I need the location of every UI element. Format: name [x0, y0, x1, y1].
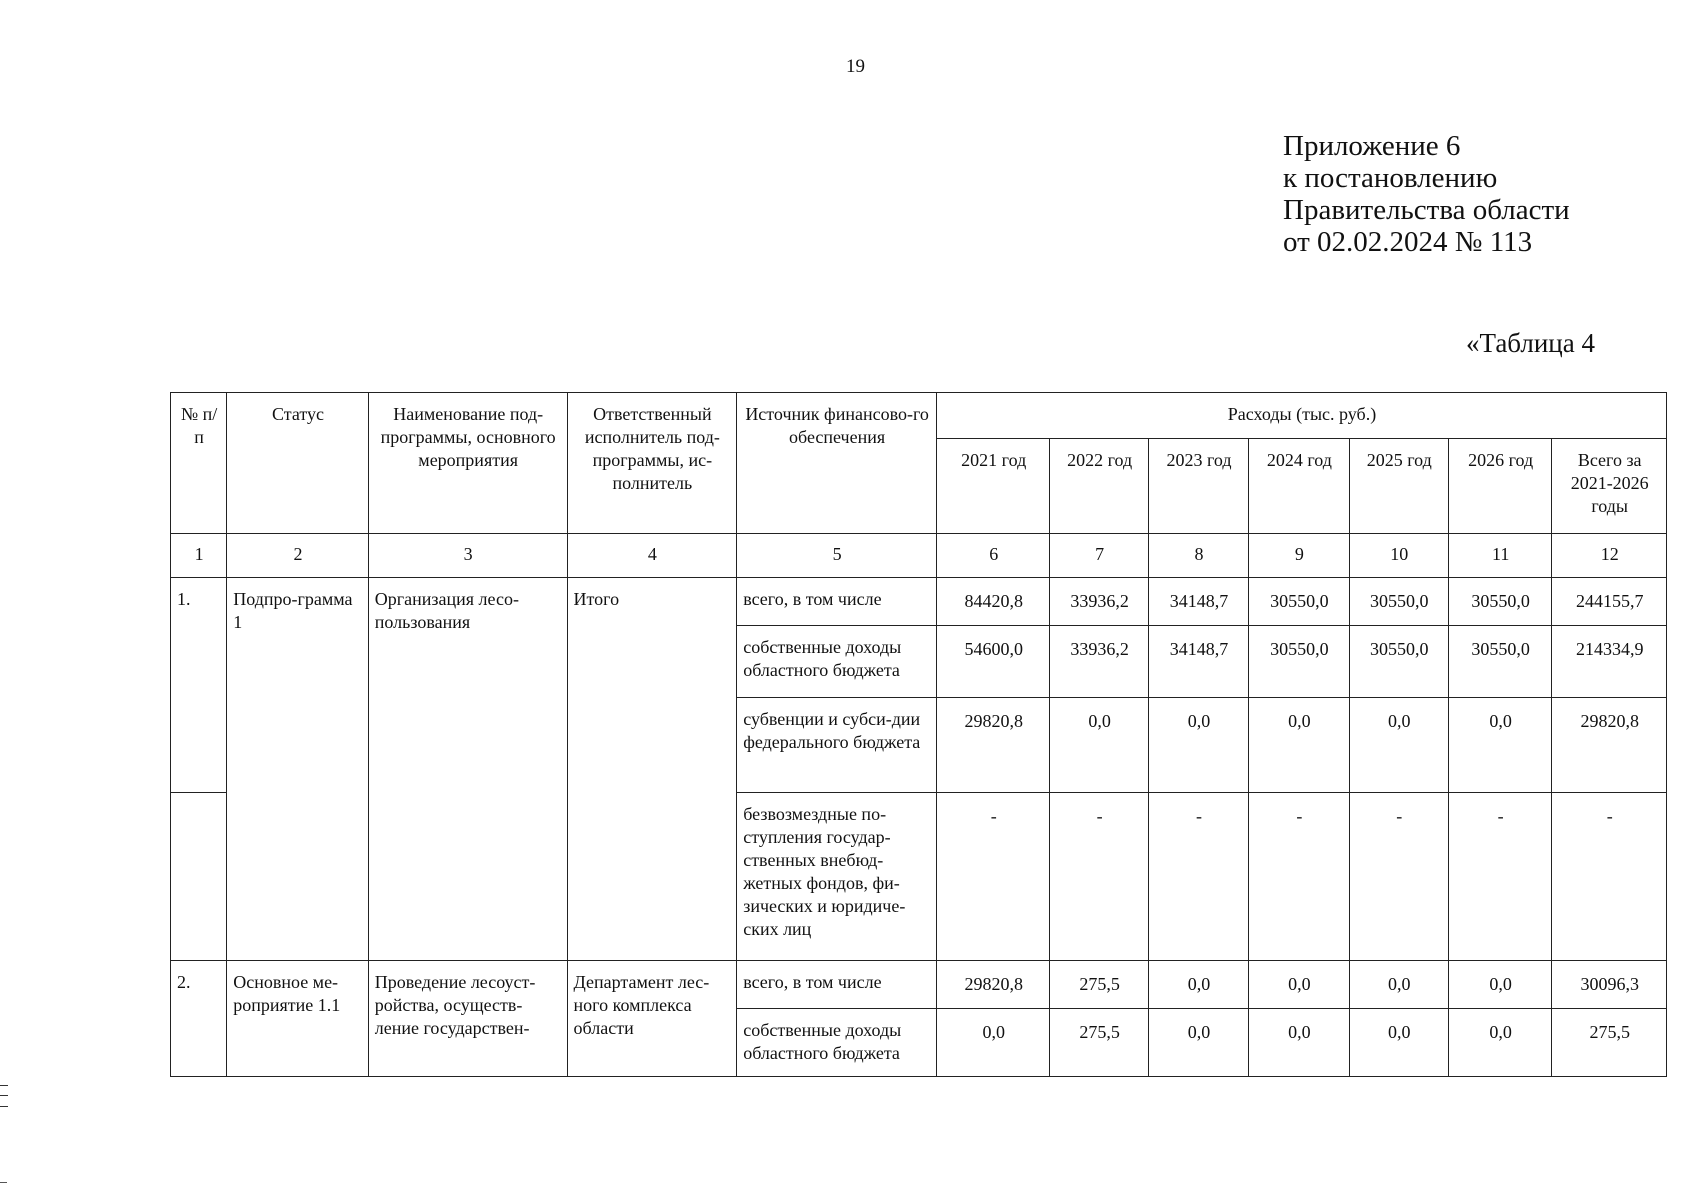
value-cell: 34148,7	[1148, 578, 1248, 626]
header-row	[171, 393, 1667, 439]
header-year: 2024 год	[1249, 439, 1349, 534]
row-source: всего, в том числе	[737, 961, 937, 1009]
row-executor: Департамент лес-ного комплекса области	[567, 961, 737, 1077]
table-row	[171, 578, 1667, 626]
value-cell: 0,0	[1349, 1009, 1448, 1077]
column-index: 11	[1448, 534, 1551, 578]
value-cell: 275,5	[1050, 961, 1148, 1009]
value-cell: 30550,0	[1448, 578, 1551, 626]
value-cell: -	[1448, 793, 1551, 961]
value-cell: 0,0	[1148, 698, 1248, 793]
column-index: 8	[1148, 534, 1248, 578]
value-cell: -	[1050, 793, 1148, 961]
appendix-header	[1283, 130, 1570, 258]
column-index: 5	[737, 534, 937, 578]
row-source: субвенции и субси-дии федерального бюджета	[737, 698, 937, 793]
scan-margin-mark	[0, 1085, 8, 1107]
value-cell: -	[1349, 793, 1448, 961]
row-number: 1.	[171, 578, 227, 793]
value-cell: 0,0	[1349, 698, 1448, 793]
appendix-line-1: Приложение 6	[1283, 130, 1461, 162]
value-cell: 30096,3	[1552, 961, 1667, 1009]
column-index: 1	[171, 534, 227, 578]
value-cell: -	[1148, 793, 1248, 961]
value-cell: 29820,8	[1552, 698, 1667, 793]
column-index: 6	[936, 534, 1049, 578]
value-cell: 30550,0	[1249, 578, 1349, 626]
value-cell: 0,0	[1448, 1009, 1551, 1077]
column-index: 3	[368, 534, 567, 578]
header-year: 2021 год	[936, 439, 1049, 534]
value-cell: 30550,0	[1249, 626, 1349, 698]
value-cell: 0,0	[1148, 961, 1248, 1009]
table-row	[171, 961, 1667, 1009]
header-year: 2026 год	[1448, 439, 1551, 534]
column-index: 10	[1349, 534, 1448, 578]
value-cell: 0,0	[936, 1009, 1049, 1077]
column-index: 9	[1249, 534, 1349, 578]
value-cell: -	[1249, 793, 1349, 961]
scan-margin-tick	[0, 1182, 7, 1183]
value-cell: 29820,8	[936, 961, 1049, 1009]
column-index: 4	[567, 534, 737, 578]
value-cell: 0,0	[1050, 698, 1148, 793]
value-cell: 275,5	[1050, 1009, 1148, 1077]
value-cell: 0,0	[1148, 1009, 1248, 1077]
appendix-line-2: к постановлению	[1283, 162, 1498, 194]
header-year: 2025 год	[1349, 439, 1448, 534]
value-cell: 30550,0	[1448, 626, 1551, 698]
header-status: Статус	[227, 393, 369, 534]
value-cell: 29820,8	[936, 698, 1049, 793]
column-index: 12	[1552, 534, 1667, 578]
value-cell: 30550,0	[1349, 626, 1448, 698]
header-year: 2022 год	[1050, 439, 1148, 534]
value-cell: 84420,8	[936, 578, 1049, 626]
value-cell: 33936,2	[1050, 626, 1148, 698]
header-executor: Ответственный исполнитель под-программы, ис-полнитель	[567, 393, 737, 534]
page-number: 19	[846, 56, 865, 77]
budget-table	[170, 392, 1667, 1077]
header-num: № п/п	[171, 393, 227, 534]
row-name: Организация лесо-пользования	[368, 578, 567, 961]
value-cell: 0,0	[1249, 961, 1349, 1009]
row-source: безвозмездные по-ступления государ-ственных внебюд-жетных фондов, фи-зических и юридиче-ских лиц	[737, 793, 937, 961]
value-cell: 0,0	[1448, 698, 1551, 793]
value-cell: 275,5	[1552, 1009, 1667, 1077]
row-status: Подпро-грамма 1	[227, 578, 369, 961]
value-cell: 214334,9	[1552, 626, 1667, 698]
row-source: всего, в том числе	[737, 578, 937, 626]
value-cell: -	[936, 793, 1049, 961]
column-index: 2	[227, 534, 369, 578]
column-index-row	[171, 534, 1667, 578]
value-cell: -	[1552, 793, 1667, 961]
value-cell: 33936,2	[1050, 578, 1148, 626]
row-source: собственные доходы областного бюджета	[737, 626, 937, 698]
row-executor: Итого	[567, 578, 737, 961]
row-number: 2.	[171, 961, 227, 1077]
value-cell: 0,0	[1249, 698, 1349, 793]
value-cell: 34148,7	[1148, 626, 1248, 698]
row-number-empty	[171, 793, 227, 961]
header-year: 2023 год	[1148, 439, 1248, 534]
appendix-line-4: от 02.02.2024 № 113	[1283, 226, 1533, 258]
header-source: Источник финансово-го обеспечения	[737, 393, 937, 534]
row-name: Проведение лесоуст-ройства, осуществ-ление государствен-	[368, 961, 567, 1077]
value-cell: 0,0	[1249, 1009, 1349, 1077]
column-index: 7	[1050, 534, 1148, 578]
value-cell: 244155,7	[1552, 578, 1667, 626]
appendix-line-3: Правительства области	[1283, 194, 1570, 226]
header-name: Наименование под-программы, основного мероприятия	[368, 393, 567, 534]
header-expenses: Расходы (тыс. руб.)	[936, 393, 1666, 439]
header-total: Всего за 2021-2026 годы	[1552, 439, 1667, 534]
row-status: Основное ме-роприятие 1.1	[227, 961, 369, 1077]
value-cell: 0,0	[1349, 961, 1448, 1009]
value-cell: 0,0	[1448, 961, 1551, 1009]
row-source: собственные доходы областного бюджета	[737, 1009, 937, 1077]
value-cell: 30550,0	[1349, 578, 1448, 626]
value-cell: 54600,0	[936, 626, 1049, 698]
table-caption: «Таблица 4	[1466, 328, 1595, 358]
